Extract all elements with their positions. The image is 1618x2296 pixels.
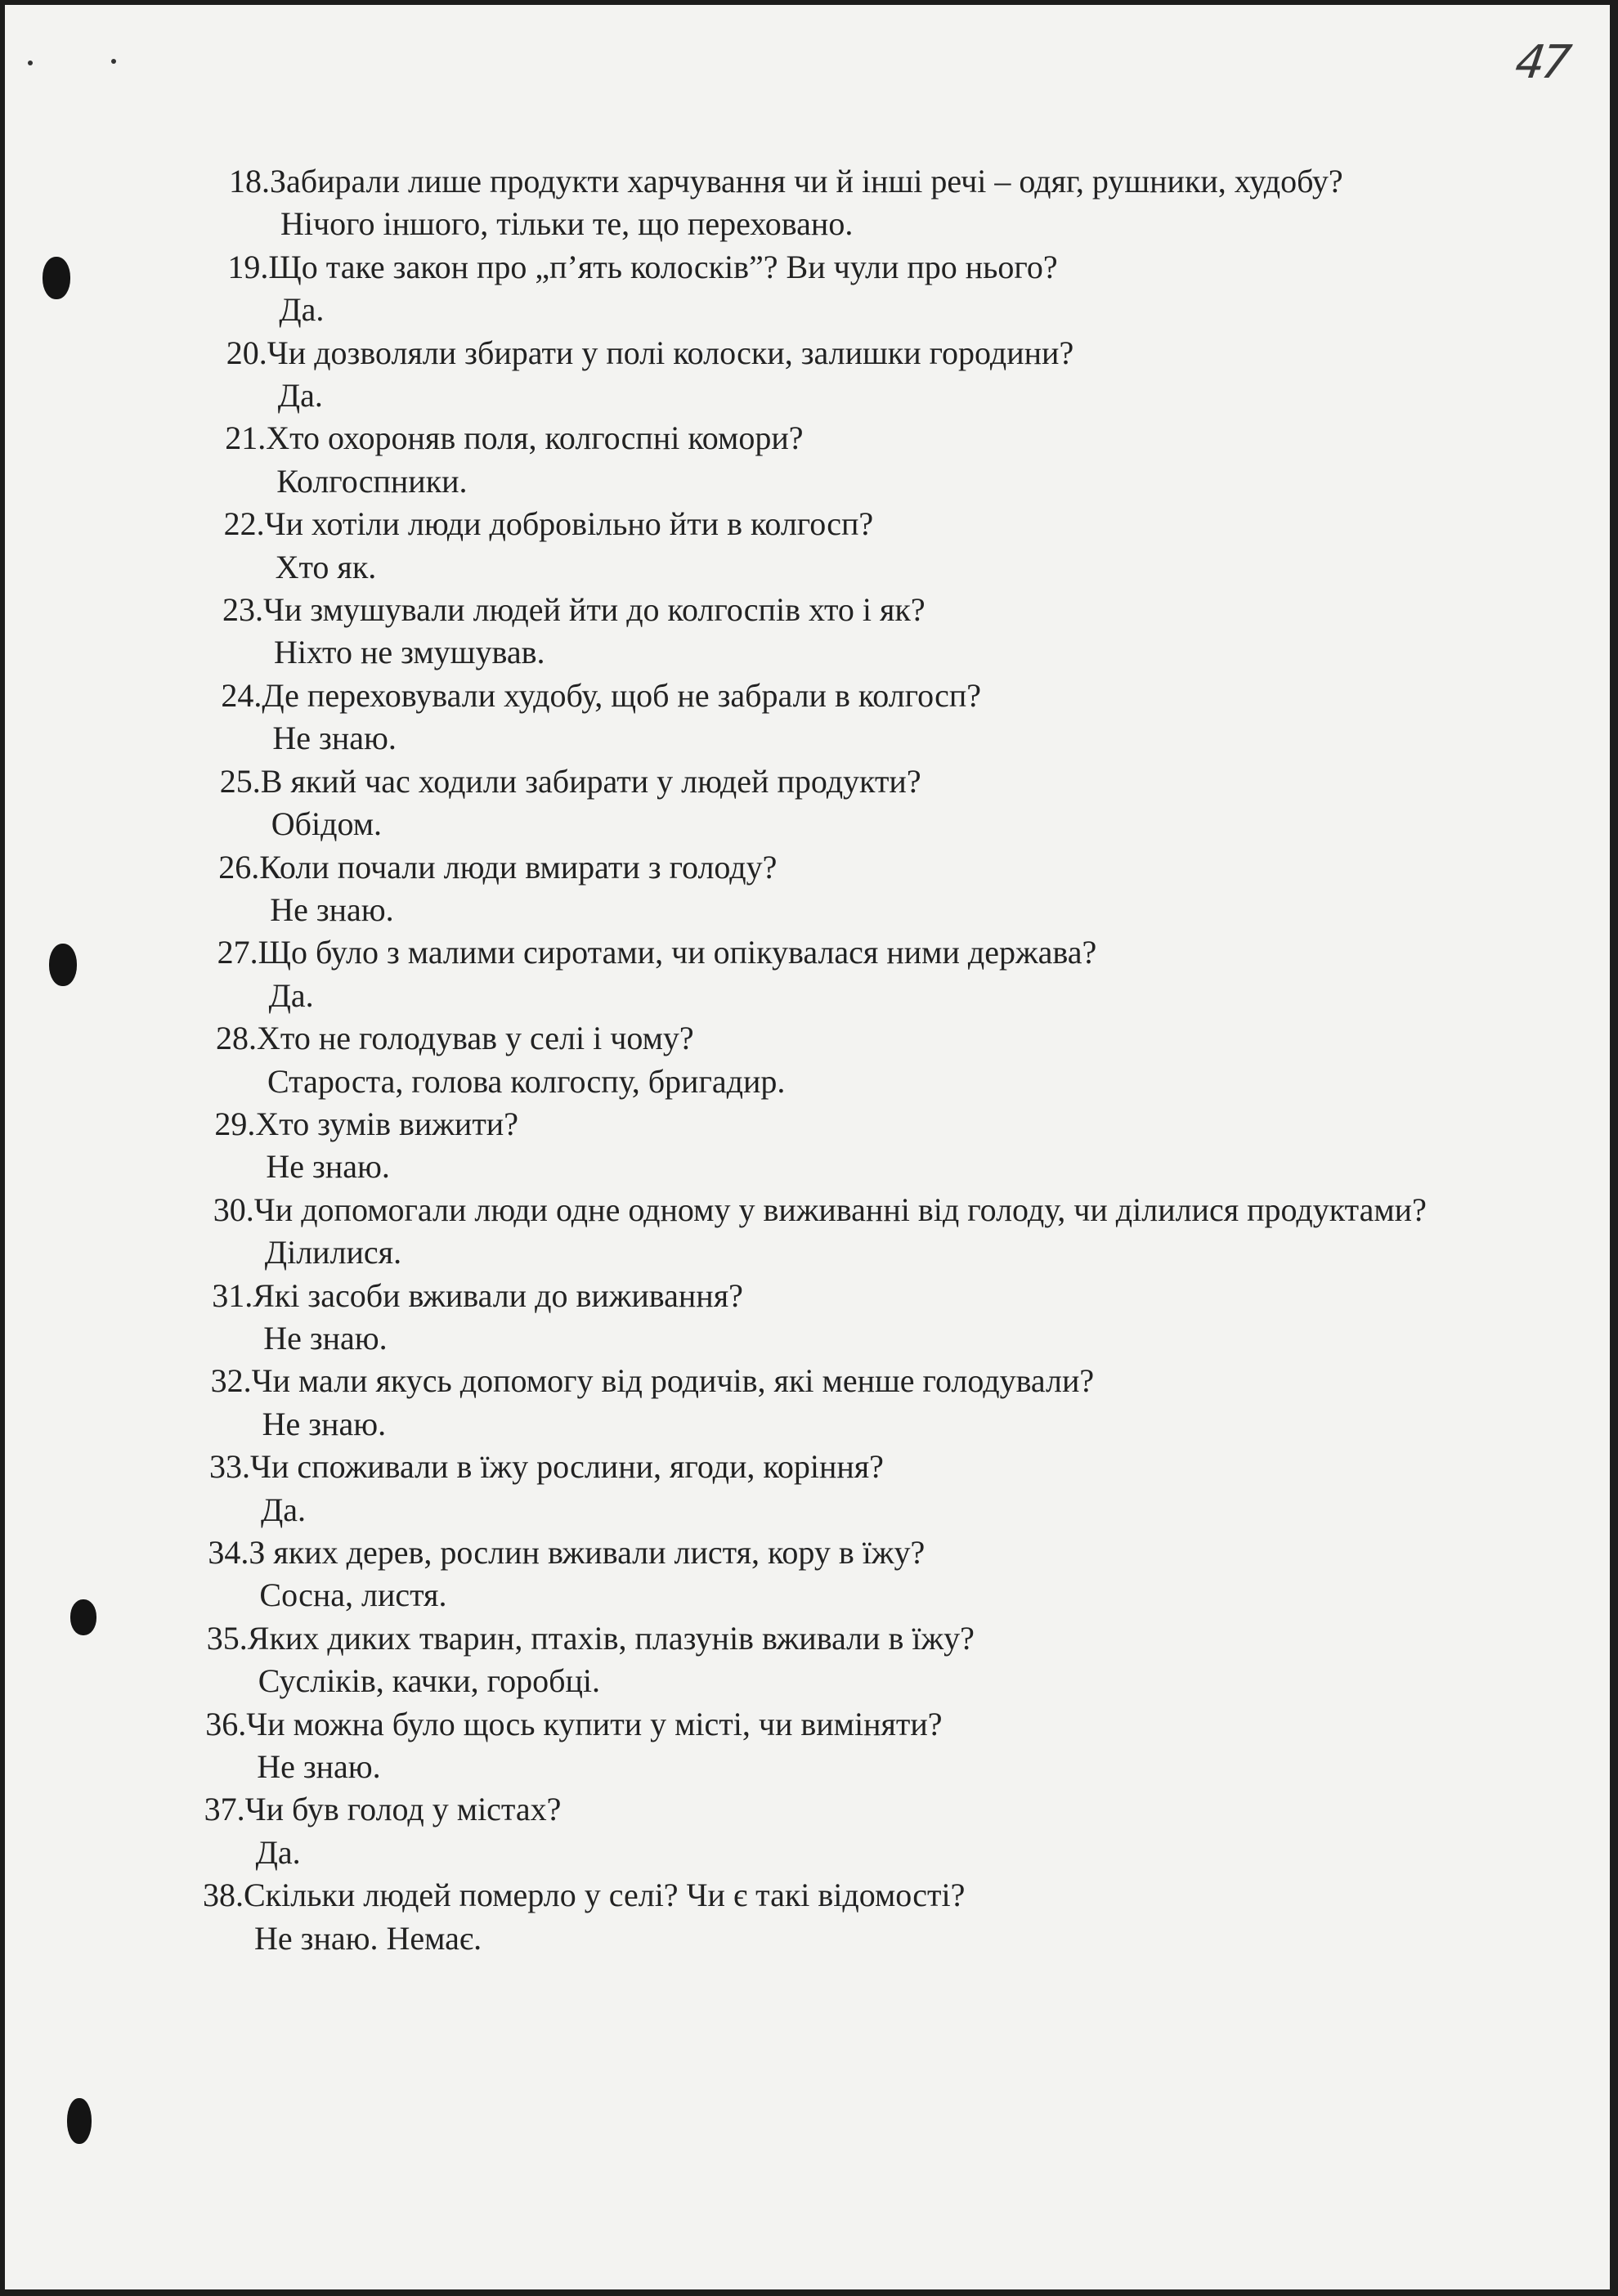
question-number: 29. [214,1105,256,1142]
question-number: 32. [210,1362,252,1400]
questionnaire-list [201,160,1501,1960]
question-text: Чи допомогали люди одне одному у виживанні від голоду, чи ділилися продуктами? [253,1191,1427,1228]
question-text: Хто зумів вижити? [255,1105,518,1142]
question-text: Забирали лише продукти харчування чи й інші речі – одяг, рушники, худобу? [270,163,1343,200]
question-text: Чи змушували людей йти до колгоспів хто і як? [263,591,926,629]
answer-text: Да. [255,1833,301,1871]
question-number: 30. [213,1191,254,1228]
question-text: З яких дерев, рослин вживали листя, кору в їжу? [249,1534,926,1571]
question-text: Коли почали люди вмирати з голоду? [259,848,778,886]
question [229,160,1501,203]
question-text: Чи був голод у містах? [244,1791,562,1828]
question-text: Чи мали якусь допомогу від родичів, які менше голодували? [251,1362,1095,1400]
question-text: Чи дозволяли збирати у полі колоски, залишки городини? [267,334,1074,371]
question-text: Хто не голодував у селі і чому? [257,1020,694,1057]
qa-item [214,1103,1501,1189]
qa-item [208,1531,1501,1617]
question-number: 38. [203,1877,244,1914]
qa-item [226,332,1501,418]
question-number: 33. [209,1448,250,1486]
qa-item [220,760,1501,846]
question [226,332,1501,374]
answer-text: Сусліків, качки, горобці. [258,1662,600,1700]
question [225,417,1501,460]
qa-item [221,675,1501,760]
question [220,760,1501,803]
punch-hole [67,2098,92,2144]
question [212,1275,1501,1317]
question [204,1788,1501,1831]
question-number: 25. [219,762,261,800]
question-text: Яких диких тварин, птахів, плазунів вживали в їжу? [247,1619,975,1657]
answer-text: Не знаю. [262,1405,387,1442]
answer-text: Сосна, листя. [259,1576,447,1614]
answer-text: Обідом. [271,805,383,843]
question-text: Скільки людей померло у селі? Чи є такі відомості? [244,1877,966,1914]
answer-text: Да. [277,377,323,415]
question-number: 37. [204,1791,245,1828]
qa-item [229,160,1501,246]
question [208,1531,1501,1574]
question-number: 34. [208,1534,249,1571]
qa-item [217,931,1501,1017]
scan-speck [28,61,33,65]
answer-text: Не знаю. [263,1319,388,1357]
answer-text: Да. [279,291,325,329]
question-text: Що було з малими сиротами, чи опікувалася ними держава? [258,934,1097,971]
question-number: 35. [206,1619,248,1657]
question [221,675,1501,717]
question-text: Що таке закон про „п’ять колосків”? Ви чули про нього? [268,248,1058,285]
answer-text: Ніхто не змушував. [274,634,545,671]
punch-hole [70,1599,96,1635]
question [207,1617,1501,1660]
question [203,1874,1501,1917]
answer-text: Ділилися. [264,1234,402,1271]
question-number: 36. [205,1705,247,1742]
answer-text: Не знаю. [270,890,394,928]
qa-item [216,1017,1501,1103]
question [205,1703,1501,1746]
question-number: 26. [218,848,260,886]
answer-text: Нічого іншого, тільки те, що переховано. [280,205,854,243]
question-number: 24. [221,676,262,714]
question-text: Де переховували худобу, щоб не забрали в колгосп? [262,676,981,714]
question [222,589,1501,631]
qa-item [225,417,1501,503]
qa-item [205,1703,1501,1789]
qa-item [204,1788,1501,1874]
qa-item [222,589,1501,675]
question-number: 27. [217,934,258,971]
answer-text: Староста, голова колгоспу, бригадир. [267,1062,786,1100]
answer-text: Не знаю. [266,1148,390,1186]
question [218,846,1501,889]
question-number: 20. [226,334,267,371]
question-number: 22. [223,505,265,543]
question-number: 23. [222,591,263,629]
qa-item [218,846,1501,932]
question [214,1103,1501,1146]
answer-text: Не знаю. Немає. [254,1919,482,1957]
question-number: 19. [227,248,269,285]
question-text: Чи хотіли люди добровільно йти в колгосп? [264,505,874,543]
document-page [5,5,1610,2289]
qa-item [211,1360,1501,1446]
question-text: Чи споживали в їжу рослини, ягоди, коріння? [250,1448,884,1486]
question [216,1017,1501,1060]
qa-item [207,1617,1501,1703]
question [209,1446,1501,1488]
punch-hole [49,944,77,986]
qa-item [212,1275,1501,1361]
scan-speck [111,59,116,64]
question-number: 18. [229,163,270,200]
question [213,1189,1501,1231]
qa-item [203,1874,1501,1960]
qa-item [213,1189,1501,1275]
question-number: 21. [225,419,267,457]
page-number: 47 [1512,36,1571,89]
question-text: Які засоби вживали до виживання? [253,1276,743,1314]
question [211,1360,1501,1402]
qa-item [209,1446,1501,1531]
question-text: В який час ходили забирати у людей продукти? [260,762,921,800]
answer-text: Хто як. [275,548,377,585]
question [217,931,1501,974]
question-number: 31. [212,1276,253,1314]
punch-hole [43,257,70,299]
answer-text: Не знаю. [257,1748,381,1786]
answer-text: Колгоспники. [276,462,468,500]
question [224,503,1501,545]
question-text: Хто охороняв поля, колгоспні комори? [266,419,804,457]
question [227,246,1501,289]
qa-item [224,503,1501,589]
answer-text: Не знаю. [272,720,397,757]
qa-item [227,246,1501,332]
answer-text: Да. [261,1491,307,1528]
question-number: 28. [216,1020,257,1057]
question-text: Чи можна було щось купити у місті, чи виміняти? [246,1705,943,1742]
answer-text: Да. [268,976,314,1014]
